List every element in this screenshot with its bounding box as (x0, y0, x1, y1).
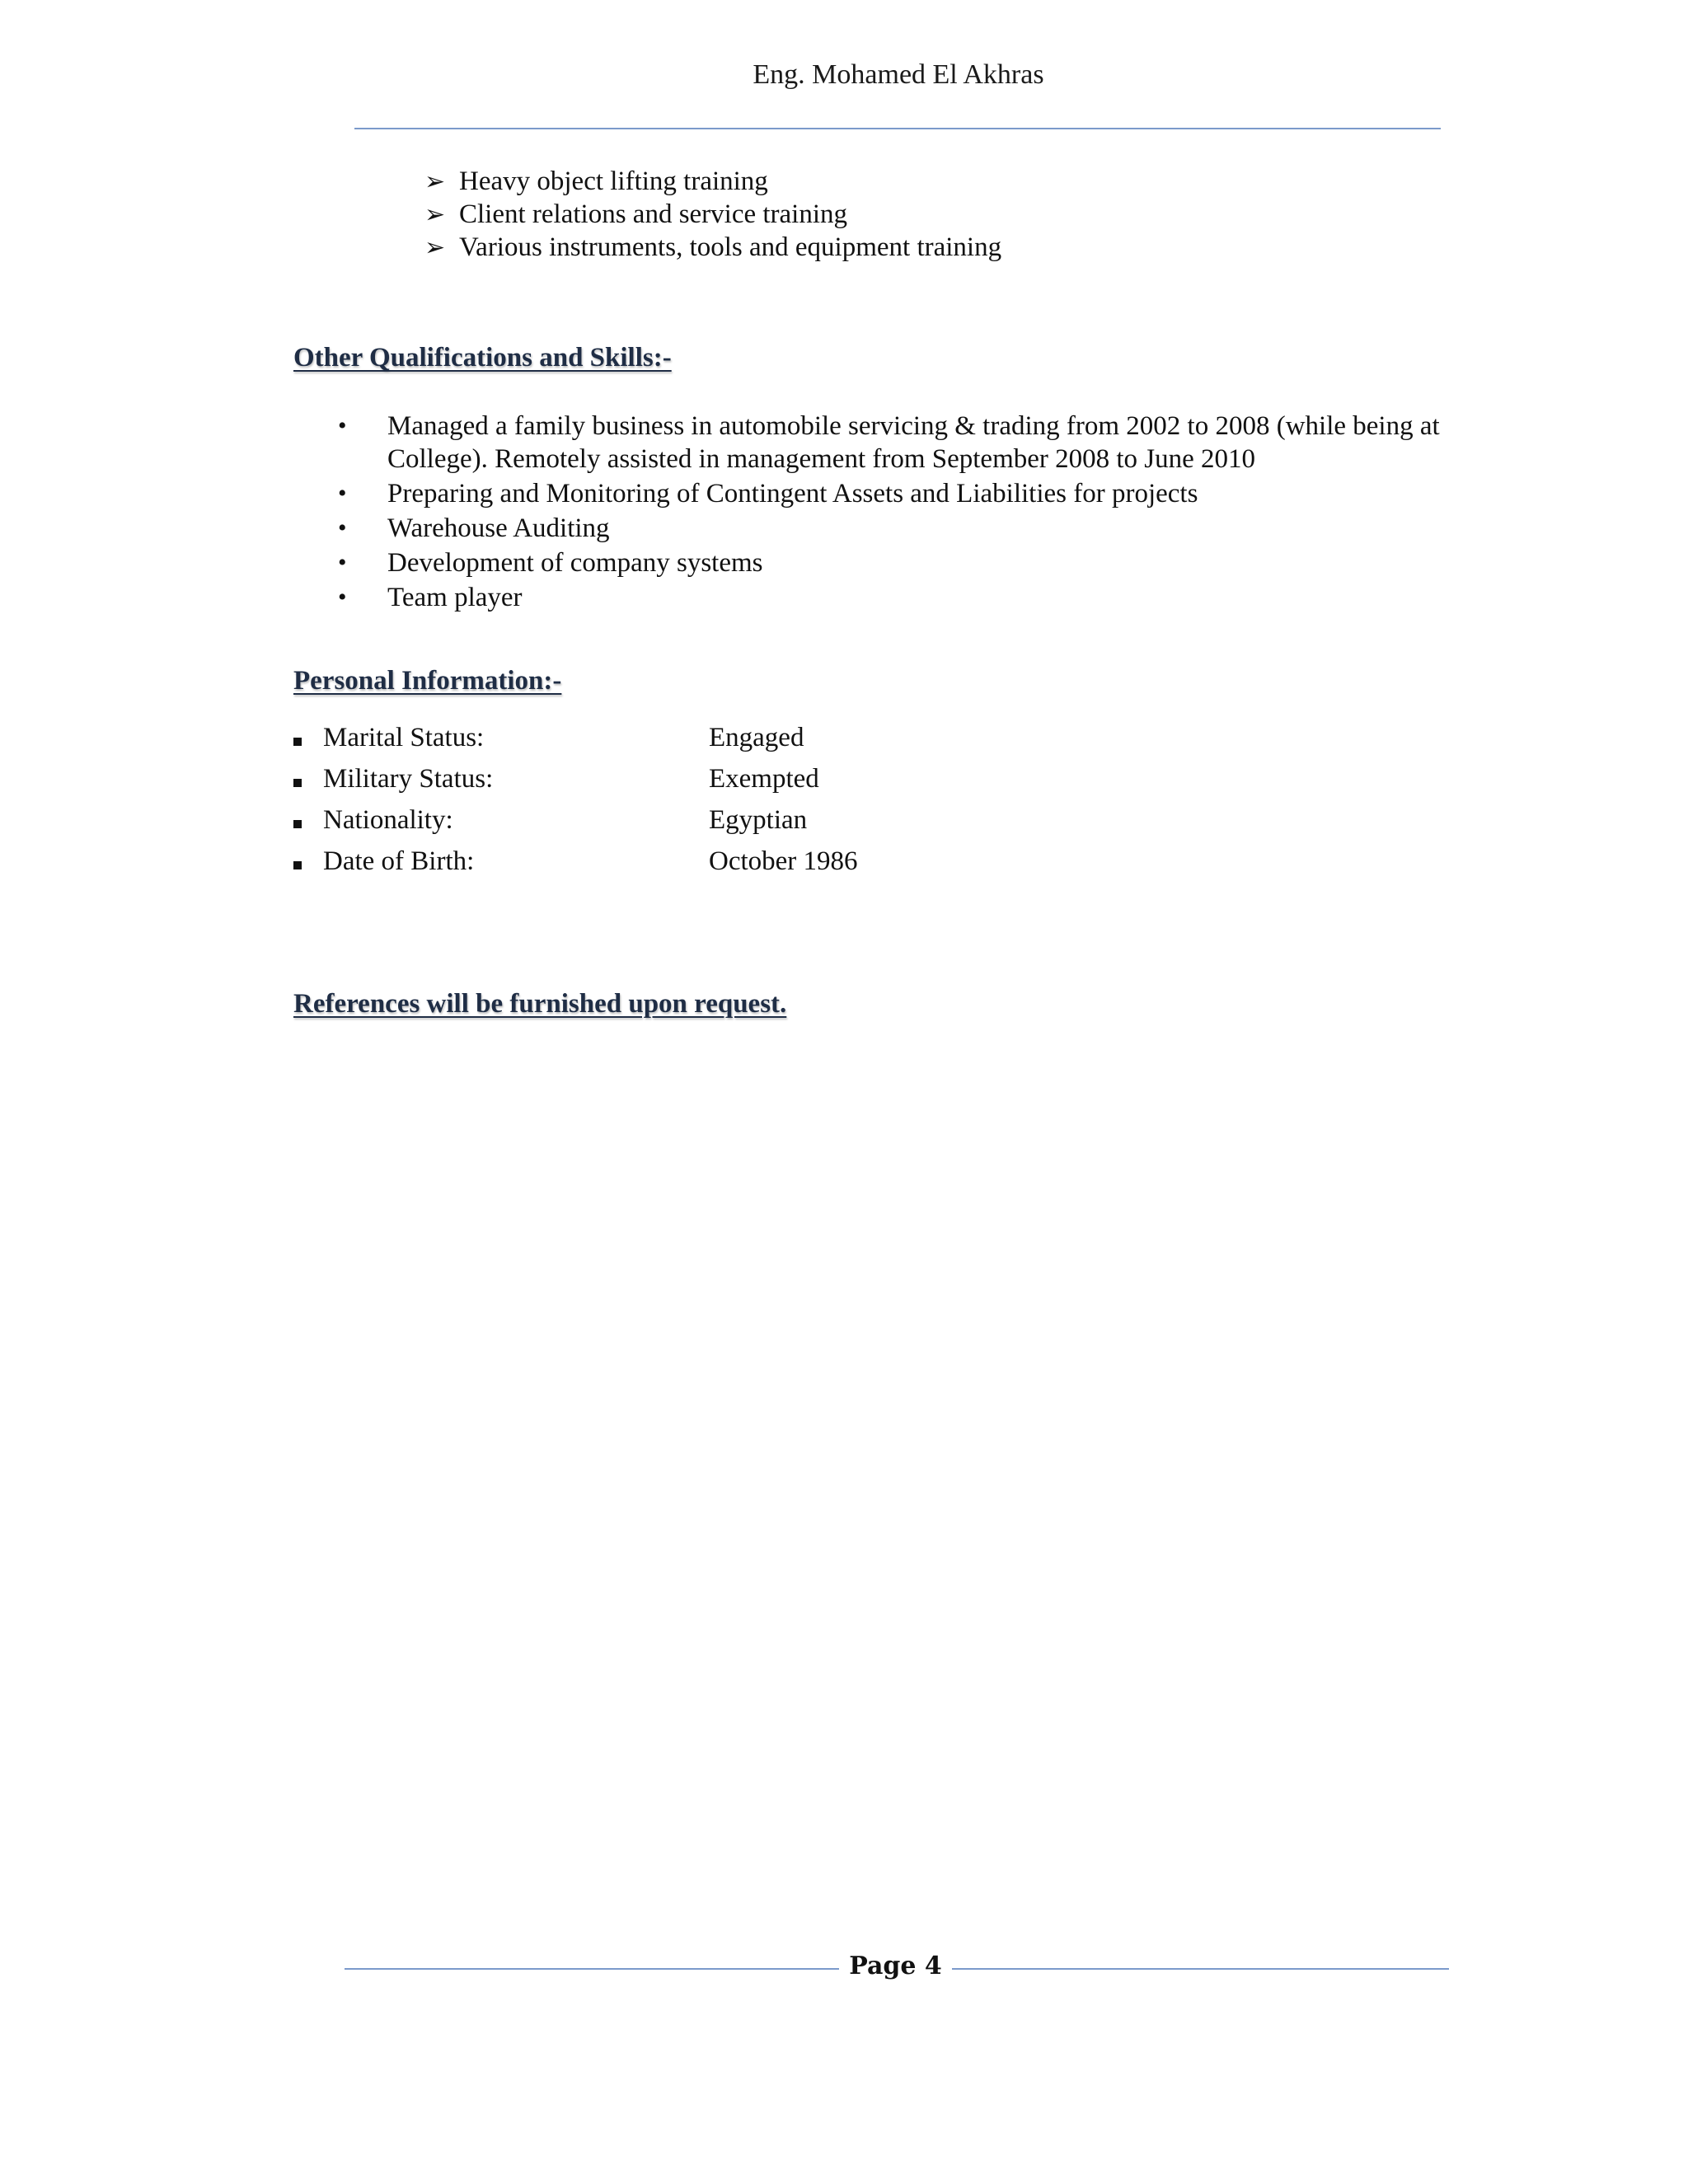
info-value: Egyptian (709, 804, 808, 835)
personal-info-row (293, 799, 858, 841)
bullet-icon: • (338, 412, 347, 439)
personal-info-list (293, 717, 858, 882)
skill-text: Development of company systems (387, 548, 763, 578)
training-item-text: Various instruments, tools and equipment training (459, 232, 1002, 262)
list-item (424, 165, 1001, 198)
personal-info-row (293, 758, 858, 799)
info-value: October 1986 (709, 846, 858, 876)
info-label: Military Status: (323, 763, 494, 794)
square-bullet-icon (293, 723, 323, 753)
bullet-icon: • (338, 514, 347, 541)
training-item-text: Client relations and service training (459, 199, 848, 229)
info-label: Marital Status: (323, 722, 485, 752)
bullet-icon: • (338, 549, 347, 576)
training-list (424, 165, 1001, 264)
bullet-icon: • (338, 480, 347, 507)
bullet-icon: • (338, 583, 347, 611)
info-label: Nationality: (323, 804, 453, 835)
skills-list (338, 410, 1451, 616)
square-bullet-icon (293, 764, 323, 794)
info-value: Engaged (709, 722, 804, 752)
skill-text: Team player (387, 583, 523, 612)
list-item (338, 581, 1451, 614)
arrow-bullet-icon: ➢ (424, 168, 446, 195)
footer-divider-left (345, 1968, 839, 1970)
personal-info-row (293, 717, 858, 758)
square-bullet-icon (293, 805, 323, 836)
list-item (338, 477, 1451, 510)
list-item (338, 546, 1451, 579)
header-divider (354, 128, 1441, 129)
personal-info-row (293, 841, 858, 882)
references-note: References will be furnished upon request. (293, 989, 787, 1019)
list-item (424, 231, 1001, 264)
footer-divider-right (952, 1968, 1449, 1970)
page-number: Page 4 (849, 1952, 942, 1980)
personal-info-heading: Personal Information:- (293, 666, 562, 696)
list-item (338, 512, 1451, 545)
skill-text: Managed a family business in automobile servicing & trading from 2002 to 2008 (while being at College). Remotely assisted in management from September 2008 to June 2010 (387, 411, 1440, 474)
skills-heading: Other Qualifications and Skills:- (293, 343, 672, 373)
info-value: Exempted (709, 763, 819, 794)
header-name: Eng. Mohamed El Akhras (753, 59, 1044, 90)
skill-text: Preparing and Monitoring of Contingent Assets and Liabilities for projects (387, 479, 1198, 509)
list-item (338, 410, 1451, 476)
info-label: Date of Birth: (323, 846, 475, 876)
skill-text: Warehouse Auditing (387, 513, 610, 543)
training-item-text: Heavy object lifting training (459, 166, 768, 196)
arrow-bullet-icon: ➢ (424, 201, 446, 228)
list-item (424, 198, 1001, 231)
square-bullet-icon (293, 846, 323, 877)
arrow-bullet-icon: ➢ (424, 234, 446, 261)
